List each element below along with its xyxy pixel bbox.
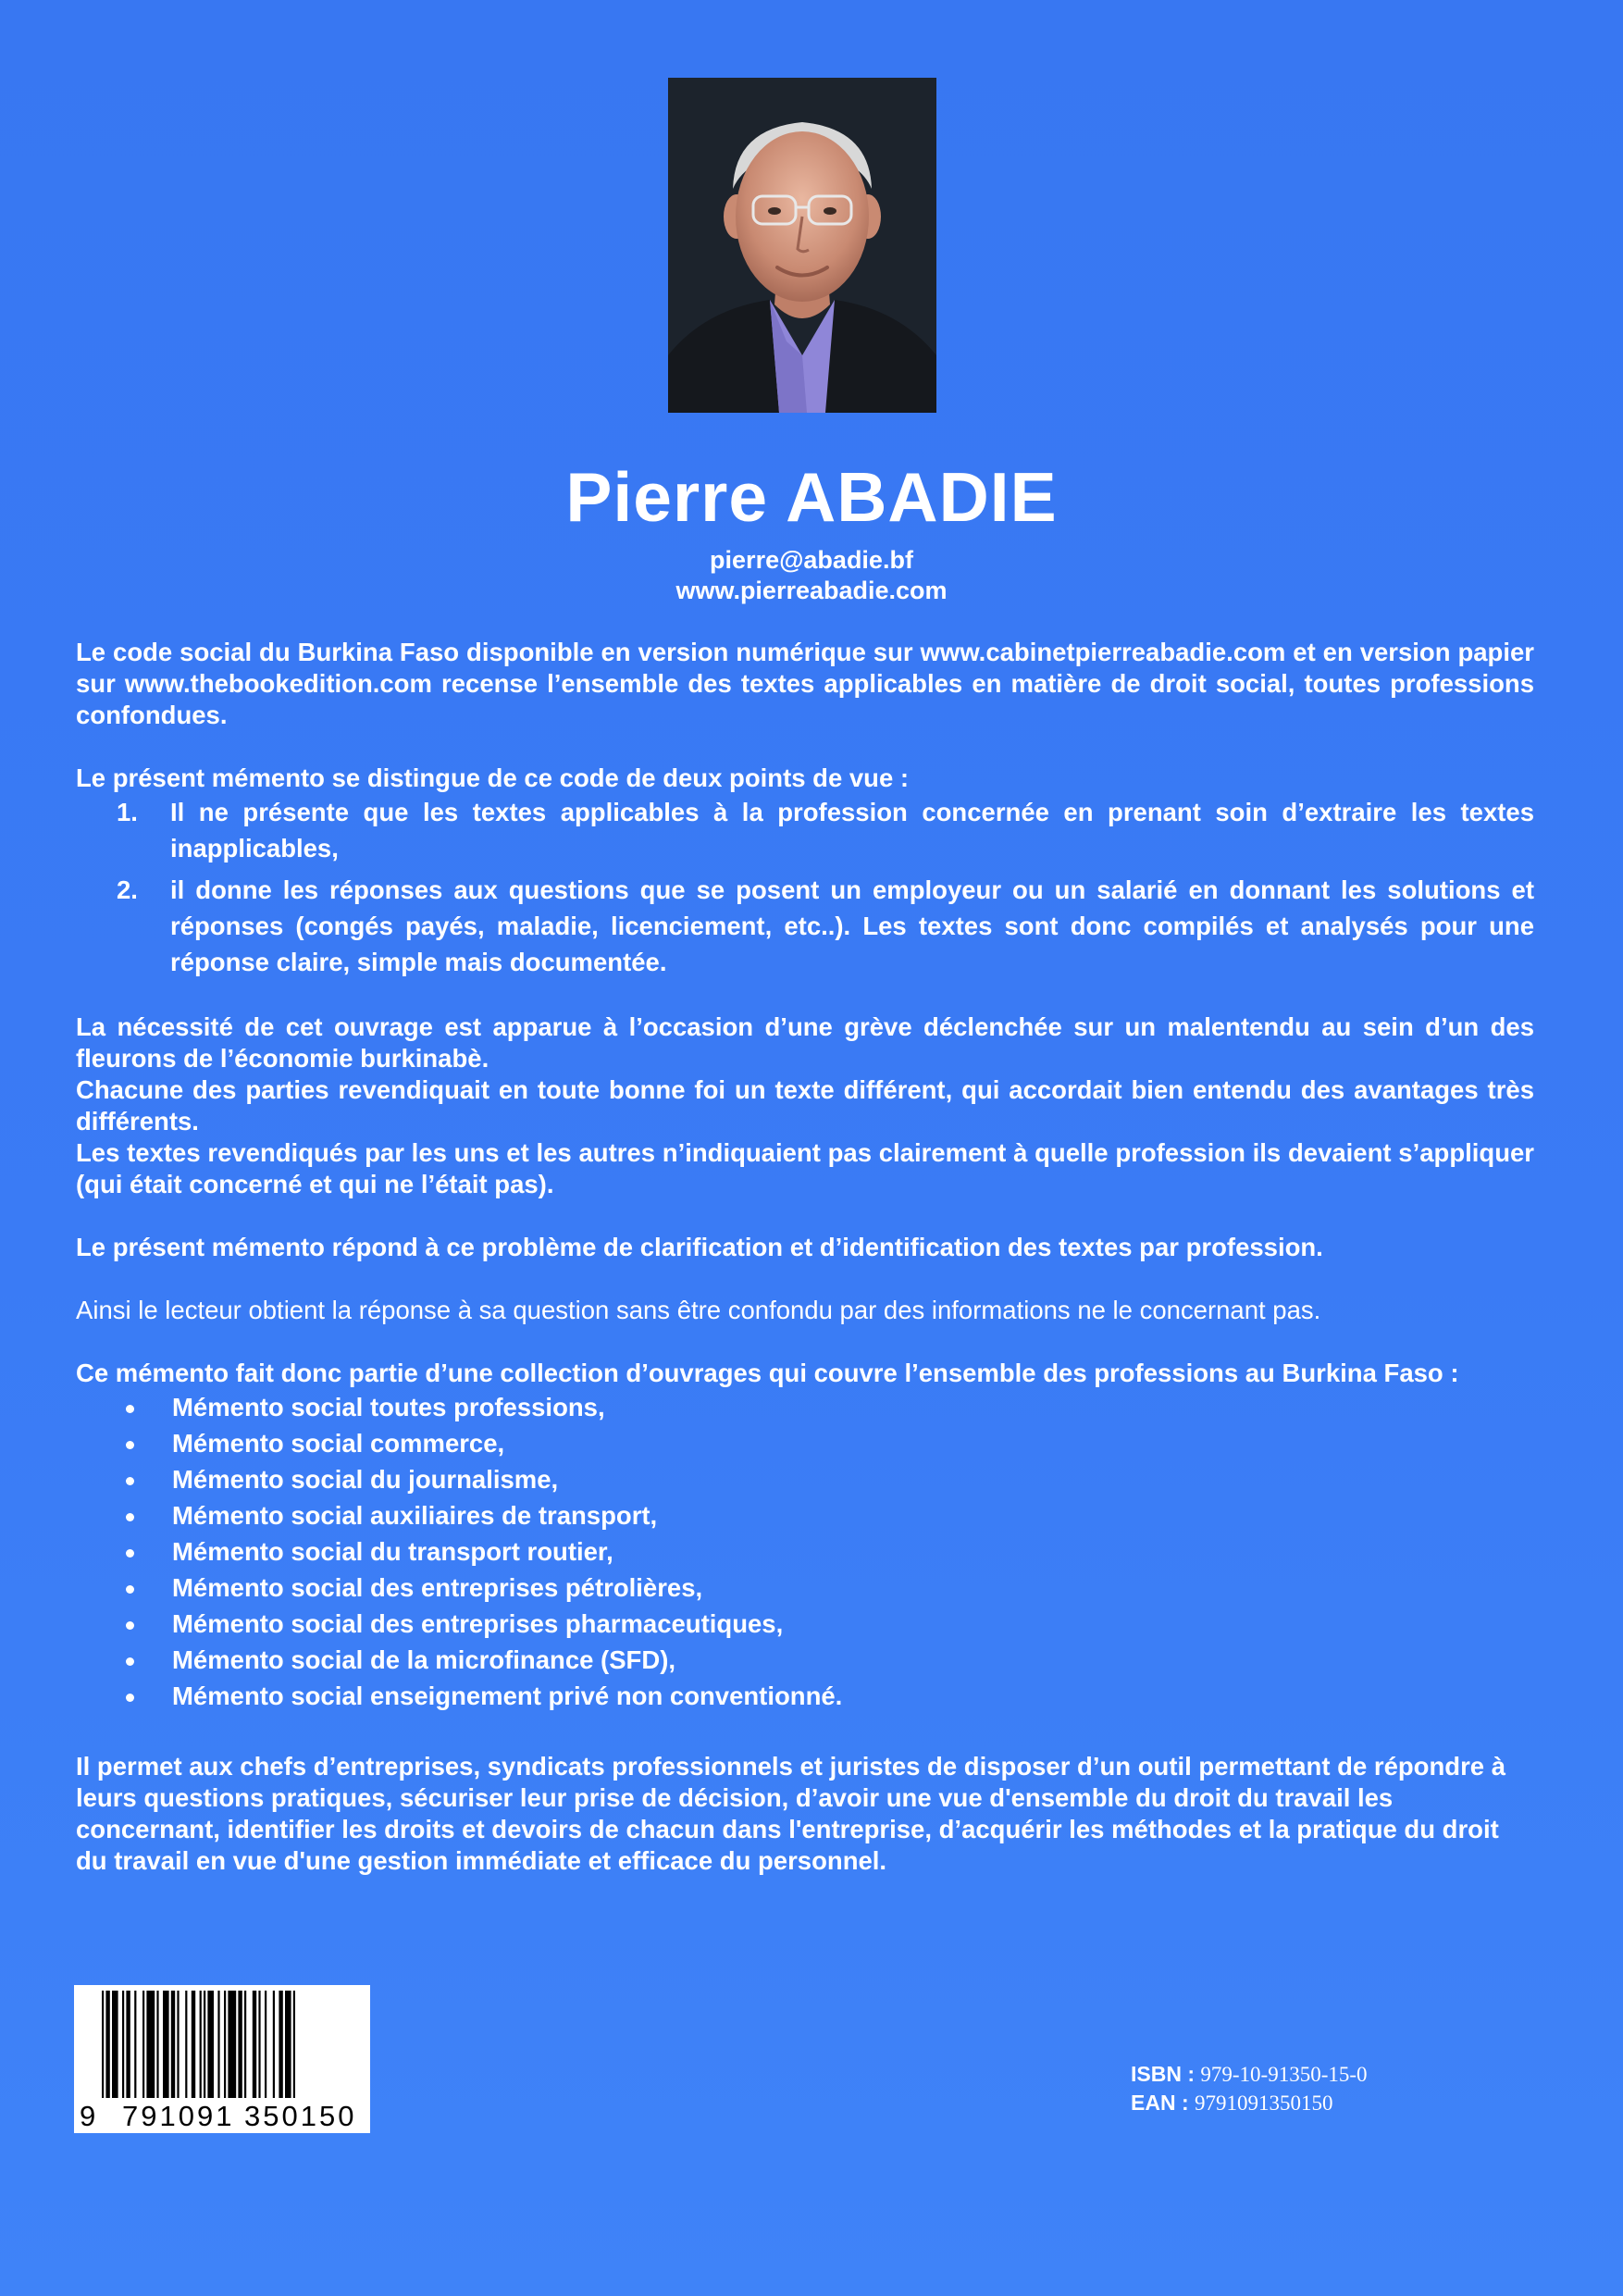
barcode-bar	[156, 1991, 158, 2098]
barcode-bar	[126, 1991, 130, 2098]
list-item	[172, 1389, 1534, 1425]
barcode-bar	[244, 1991, 246, 2098]
list-item	[117, 794, 1534, 866]
list-item	[172, 1425, 1534, 1461]
author-email[interactable]: pierre@abadie.bf	[710, 546, 913, 574]
collection-list	[76, 1389, 1534, 1714]
list-item-text: il donne les réponses aux questions que se posent un employeur ou un salarié en donnant les solutions et réponses (congés payés, maladie, licenciement, etc..). Les textes sont donc compilés et analysés pour une réponse claire, simple mais documentée.	[170, 875, 1534, 976]
collection-lead: Ce mémento fait donc partie d’une collection d’ouvrages qui couvre l’ensemble des professions au Burkina Faso :	[76, 1359, 1459, 1387]
bullet-icon	[126, 1621, 134, 1630]
closing-paragraph: Il permet aux chefs d’entreprises, syndicats professionnels et juristes de disposer d’un outil permettant de répondre à leurs questions pratiques, sécuriser leur prise de décision, d’avoir une vue d'ensemble du droit du travail les concernant, identifier les droits et devoirs de chacun dans l'entreprise, d’acquérir les méthodes et la pratique du droit du travail en vue d'une gestion immédiate et efficace du personnel.	[76, 1752, 1505, 1875]
barcode-bar	[204, 1991, 205, 2098]
list-item-text: Mémento social auxiliaires de transport,	[172, 1501, 658, 1530]
identifiers	[1131, 2060, 1368, 2117]
author-name: Pierre ABADIE	[565, 458, 1058, 536]
barcode-bar	[171, 1991, 175, 2098]
list-item	[172, 1678, 1534, 1714]
bullet-icon	[126, 1513, 134, 1521]
barcode-bar	[134, 1991, 136, 2098]
distinction-lead: Le présent mémento se distingue de ce code de deux points de vue :	[76, 763, 910, 792]
list-item-text: Mémento social enseignement privé non conventionné.	[172, 1682, 843, 1710]
ean-line	[1131, 2089, 1368, 2117]
list-item	[172, 1533, 1534, 1570]
barcode-first-digit: 9	[80, 2100, 96, 2132]
barcode-bar	[185, 1991, 187, 2098]
barcode-bar	[192, 1991, 195, 2098]
list-item	[172, 1570, 1534, 1606]
bullet-icon	[126, 1657, 134, 1666]
barcode-bar	[163, 1991, 169, 2098]
list-item-text: Mémento social commerce,	[172, 1429, 505, 1458]
barcode-bar	[200, 1991, 202, 2098]
bullet-icon	[126, 1477, 134, 1485]
barcode-group-2: 350150	[244, 2100, 357, 2132]
necessity-paragraph: La nécessité de cet ouvrage est apparue à l’occasion d’une grève déclenchée sur un malentendu au sein d’un des fleurons de l’économie burkinabè.	[76, 1012, 1534, 1073]
barcode-bar	[177, 1991, 179, 2098]
ean-value: 9791091350150	[1195, 2091, 1333, 2115]
barcode-bar	[279, 1991, 282, 2098]
intro-paragraph: Le code social du Burkina Faso disponible en version numérique sur www.cabinetpierreabadie.com et en version papier sur www.thebookedition.com recense l’ensemble des textes applicables en matière de droit social, toutes professions confondues.	[76, 638, 1534, 729]
clarification-paragraph: Le présent mémento répond à ce problème de clarification et d’identification des textes par profession.	[76, 1233, 1323, 1261]
barcode-bar	[146, 1991, 155, 2098]
barcode-bar	[293, 1991, 295, 2098]
bullet-icon	[126, 1405, 134, 1413]
list-item	[172, 1606, 1534, 1642]
barcode-bar	[253, 1991, 256, 2098]
barcode-graphic	[74, 1985, 370, 2133]
barcode-bar	[273, 1991, 275, 2098]
author-website[interactable]: www.pierreabadie.com	[675, 577, 948, 604]
barcode-bar	[285, 1991, 291, 2098]
barcode-bar	[142, 1991, 144, 2098]
barcode	[74, 1985, 370, 2133]
list-item-text: Mémento social du journalisme,	[172, 1465, 559, 1494]
reader-note: Ainsi le lecteur obtient la réponse à sa question sans être confondu par des informations ne le concernant pas.	[76, 1296, 1321, 1324]
list-item	[172, 1497, 1534, 1533]
list-item-text: Mémento social des entreprises pétrolières,	[172, 1573, 703, 1602]
list-item-text: Mémento social des entreprises pharmaceutiques,	[172, 1609, 784, 1638]
barcode-bar	[258, 1991, 260, 2098]
barcode-bar	[224, 1991, 226, 2098]
list-item-text: Mémento social du transport routier,	[172, 1537, 613, 1566]
ean-label: EAN :	[1131, 2091, 1189, 2115]
list-number: 1.	[117, 798, 138, 826]
list-number: 2.	[117, 875, 138, 904]
barcode-bar	[265, 1991, 266, 2098]
barcode-bar	[122, 1991, 124, 2098]
barcode-bar	[228, 1991, 236, 2098]
barcode-bar	[207, 1991, 214, 2098]
necessity-paragraph: Chacune des parties revendiquait en toute bonne foi un texte différent, qui accordait bien entendu des avantages très différents.	[76, 1075, 1534, 1136]
isbn-value: 979-10-91350-15-0	[1200, 2063, 1368, 2086]
bullet-icon	[126, 1585, 134, 1594]
distinction-list	[76, 794, 1534, 980]
list-item-text: Mémento social toutes professions,	[172, 1393, 605, 1421]
barcode-bar	[102, 1991, 104, 2098]
barcode-bar	[217, 1991, 219, 2098]
list-item	[172, 1642, 1534, 1678]
barcode-bar	[105, 1991, 109, 2098]
portrait-illustration	[668, 78, 936, 413]
list-item	[172, 1461, 1534, 1497]
bullet-icon	[126, 1549, 134, 1558]
necessity-paragraph: Les textes revendiqués par les uns et les autres n’indiquaient pas clairement à quelle profession ils devaient s’appliquer (qui était concerné et qui ne l’était pas).	[76, 1138, 1534, 1198]
list-item	[117, 872, 1534, 980]
barcode-bar	[112, 1991, 118, 2098]
back-cover-text	[76, 637, 1534, 1877]
barcode-group-1: 791091	[122, 2100, 235, 2132]
isbn-label: ISBN :	[1131, 2062, 1195, 2086]
bullet-icon	[126, 1441, 134, 1449]
list-item-text: Il ne présente que les textes applicables à la profession concernée en prenant soin d’extraire les textes inapplicables,	[170, 798, 1534, 863]
list-item-text: Mémento social de la microfinance (SFD),	[172, 1645, 676, 1674]
barcode-bar	[238, 1991, 242, 2098]
author-photo	[668, 78, 936, 413]
isbn-line	[1131, 2060, 1368, 2089]
bullet-icon	[126, 1694, 134, 1702]
